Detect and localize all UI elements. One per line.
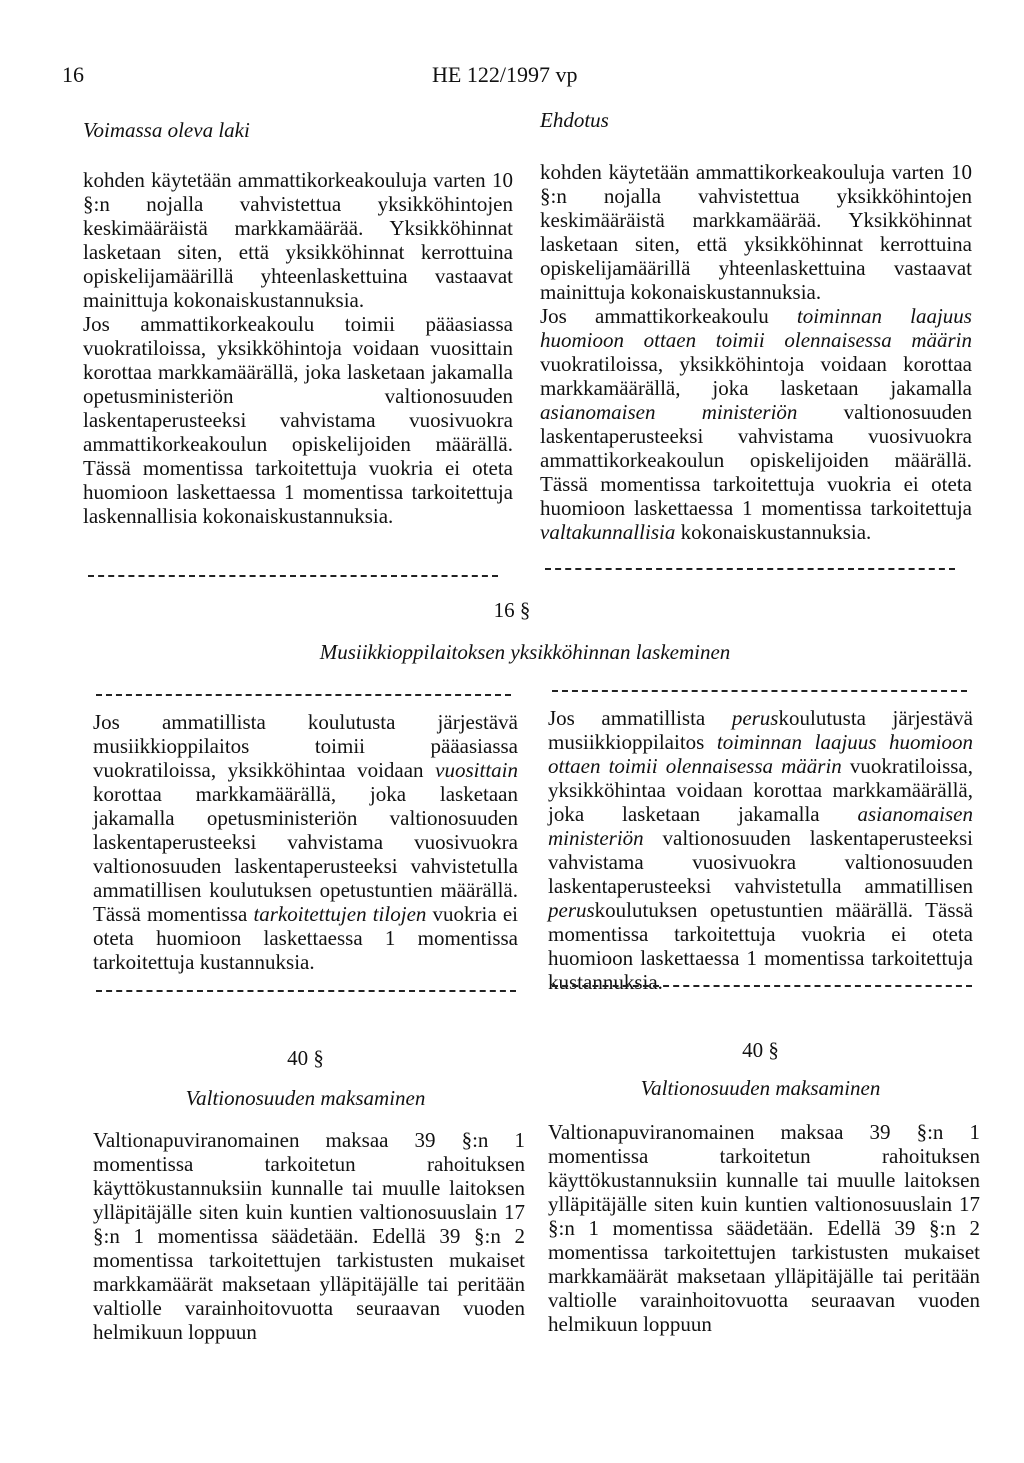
section-40-title-left: Valtionosuuden maksaminen	[185, 1086, 426, 1110]
dashed-separator	[552, 985, 972, 987]
paragraph	[548, 706, 973, 994]
italic-text: tarkoitettujen tilojen	[253, 902, 427, 926]
left-block-16	[93, 710, 518, 974]
dashed-separator	[88, 575, 498, 577]
italic-text: toiminnan laajuus huomioon ottaen toimii olennaisessa määrin	[548, 730, 973, 778]
right-block-40	[548, 1120, 980, 1336]
dashed-separator	[545, 568, 955, 570]
text-run: valtionosuuden laskentaperusteeksi vahvistama vuosivuokra ammattikorkeakoulun opiskelijoiden määrällä. Tässä momentissa tarkoitettuja vuokria ei oteta huomioon laskettaessa 1 momentissa tarkoitettuja	[540, 400, 972, 520]
right-block-16	[548, 706, 973, 994]
section-16-number: 16 §	[493, 598, 531, 622]
text-run: korottaa markkamäärällä, joka lasketaan jakamalla opetusministeriön valtionosuuden laskentaperusteeksi vahvistama vuosivuokra valtionosuuden laskentaperusteeksi vahvistetulla ammatillisen koulutuksen opetustuntien määrällä. Tässä momentissa	[93, 782, 518, 926]
left-column-heading: Voimassa oleva laki	[83, 118, 250, 142]
italic-text: asianomaisen ministeriön	[540, 400, 798, 424]
italic-text: toiminnan laajuus huomioon ottaen toimii olennaisessa määrin	[540, 304, 972, 352]
right-block-1	[540, 160, 972, 544]
section-40-number-left: 40 §	[287, 1046, 324, 1070]
section-16-title: Musiikkioppilaitoksen yksikköhinnan laskeminen	[319, 640, 731, 664]
text-run: kokonaiskustannuksia.	[675, 520, 872, 544]
text-run: vuokria ei oteta huomioon laskettaessa 1 momentissa tarkoitettuja kustannuksia.	[93, 902, 518, 974]
text-run: koulutuksen opetustuntien määrällä. Tässä momentissa tarkoitettuja vuokria ei oteta huomioon laskettaessa 1 momentissa tarkoitettuja kustannuksia.	[548, 898, 973, 994]
section-40-title-right: Valtionosuuden maksaminen	[640, 1076, 881, 1100]
dashed-separator	[96, 694, 511, 696]
paragraph: kohden käytetään ammattikorkeakouluja varten 10 §:n nojalla vahvistettua yksikköhintojen keskimääräistä markkamäärää. Yksikköhinnat lasketaan siten, että yksikköhinnat kerrottuina opiskelijamäärillä yhteenlaskettuina vastaavat mainittuja kokonaiskustannuksia.	[540, 160, 972, 304]
italic-text: perus	[731, 706, 779, 730]
paragraph	[93, 710, 518, 974]
italic-text: valtakunnallisia	[540, 520, 676, 544]
left-block-1	[83, 168, 513, 528]
text-run: vuokratiloissa, yksikköhintoja voidaan korottaa markkamäärällä, joka lasketaan jakamalla	[540, 352, 972, 400]
text-run: Jos ammatillista	[548, 706, 732, 730]
text-run: Jos ammattikorkeakoulu	[540, 304, 797, 328]
paragraph: Valtionapuviranomainen maksaa 39 §:n 1 momentissa tarkoitetun rahoituksen käyttökustannuksiin kunnalle tai muulle laitoksen ylläpitäjälle siten kuin kuntien valtionosuuslain 17 §:n 1 momentissa säädetään. Edellä 39 §:n 2 momentissa tarkoitettujen tarkistusten mukaiset markkamäärät maksetaan ylläpitäjälle tai peritään valtiolle varainhoitovuotta seuraavan vuoden helmikuun loppuun	[93, 1128, 525, 1344]
text-run: Jos ammatillista koulutusta järjestävä musiikkioppilaitos toimii pääasiassa vuokratiloissa, yksikköhintaa voidaan	[93, 710, 518, 782]
section-40-number-right: 40 §	[742, 1038, 779, 1062]
text-run: vuokratiloissa, yksikköhintaa voidaan korottaa markkamäärällä, joka lasketaan jakamalla	[548, 754, 973, 826]
dashed-separator	[552, 690, 967, 692]
italic-text: asianomaisen ministeriön	[548, 802, 973, 850]
right-column-heading: Ehdotus	[540, 108, 609, 132]
text-run: valtionosuuden laskentaperusteeksi vahvistama vuosivuokra valtionosuuden laskentaperusteeksi vahvistetulla ammatillisen	[548, 826, 973, 898]
document-id: HE 122/1997 vp	[432, 62, 578, 87]
text-run: koulutusta järjestävä musiikkioppilaitos	[548, 706, 974, 754]
paragraph: Jos ammattikorkeakoulu toimii pääasiassa vuokratiloissa, yksikköhintoja voidaan vuosittain korottaa markkamäärällä, joka lasketaan jakamalla opetusministeriön valtionosuuden laskentaperusteeksi vahvistama vuosivuokra ammattikorkeakoulun opiskelijoiden määrällä. Tässä momentissa tarkoitettuja vuokria ei oteta huomioon laskettaessa 1 momentissa tarkoitettuja laskennallisia kokonaiskustannuksia.	[83, 312, 513, 528]
italic-text: perus	[548, 898, 595, 922]
paragraph: Valtionapuviranomainen maksaa 39 §:n 1 momentissa tarkoitetun rahoituksen käyttökustannuksiin kunnalle tai muulle laitoksen ylläpitäjälle siten kuin kuntien valtionosuuslain 17 §:n 1 momentissa säädetään. Edellä 39 §:n 2 momentissa tarkoitettujen tarkistusten mukaiset markkamäärät maksetaan ylläpitäjälle tai peritään valtiolle varainhoitovuotta seuraavan vuoden helmikuun loppuun	[548, 1120, 980, 1336]
dashed-separator	[96, 990, 516, 992]
page-number: 16	[62, 62, 84, 87]
left-block-40	[93, 1128, 525, 1344]
paragraph	[540, 304, 972, 544]
italic-text: vuosittain	[435, 758, 518, 782]
paragraph: kohden käytetään ammattikorkeakouluja varten 10 §:n nojalla vahvistettua yksikköhintojen keskimääräistä markkamäärää. Yksikköhinnat lasketaan siten, että yksikköhinnat kerrottuina opiskelijamäärillä yhteenlaskettuina vastaavat mainittuja kokonaiskustannuksia.	[83, 168, 513, 312]
